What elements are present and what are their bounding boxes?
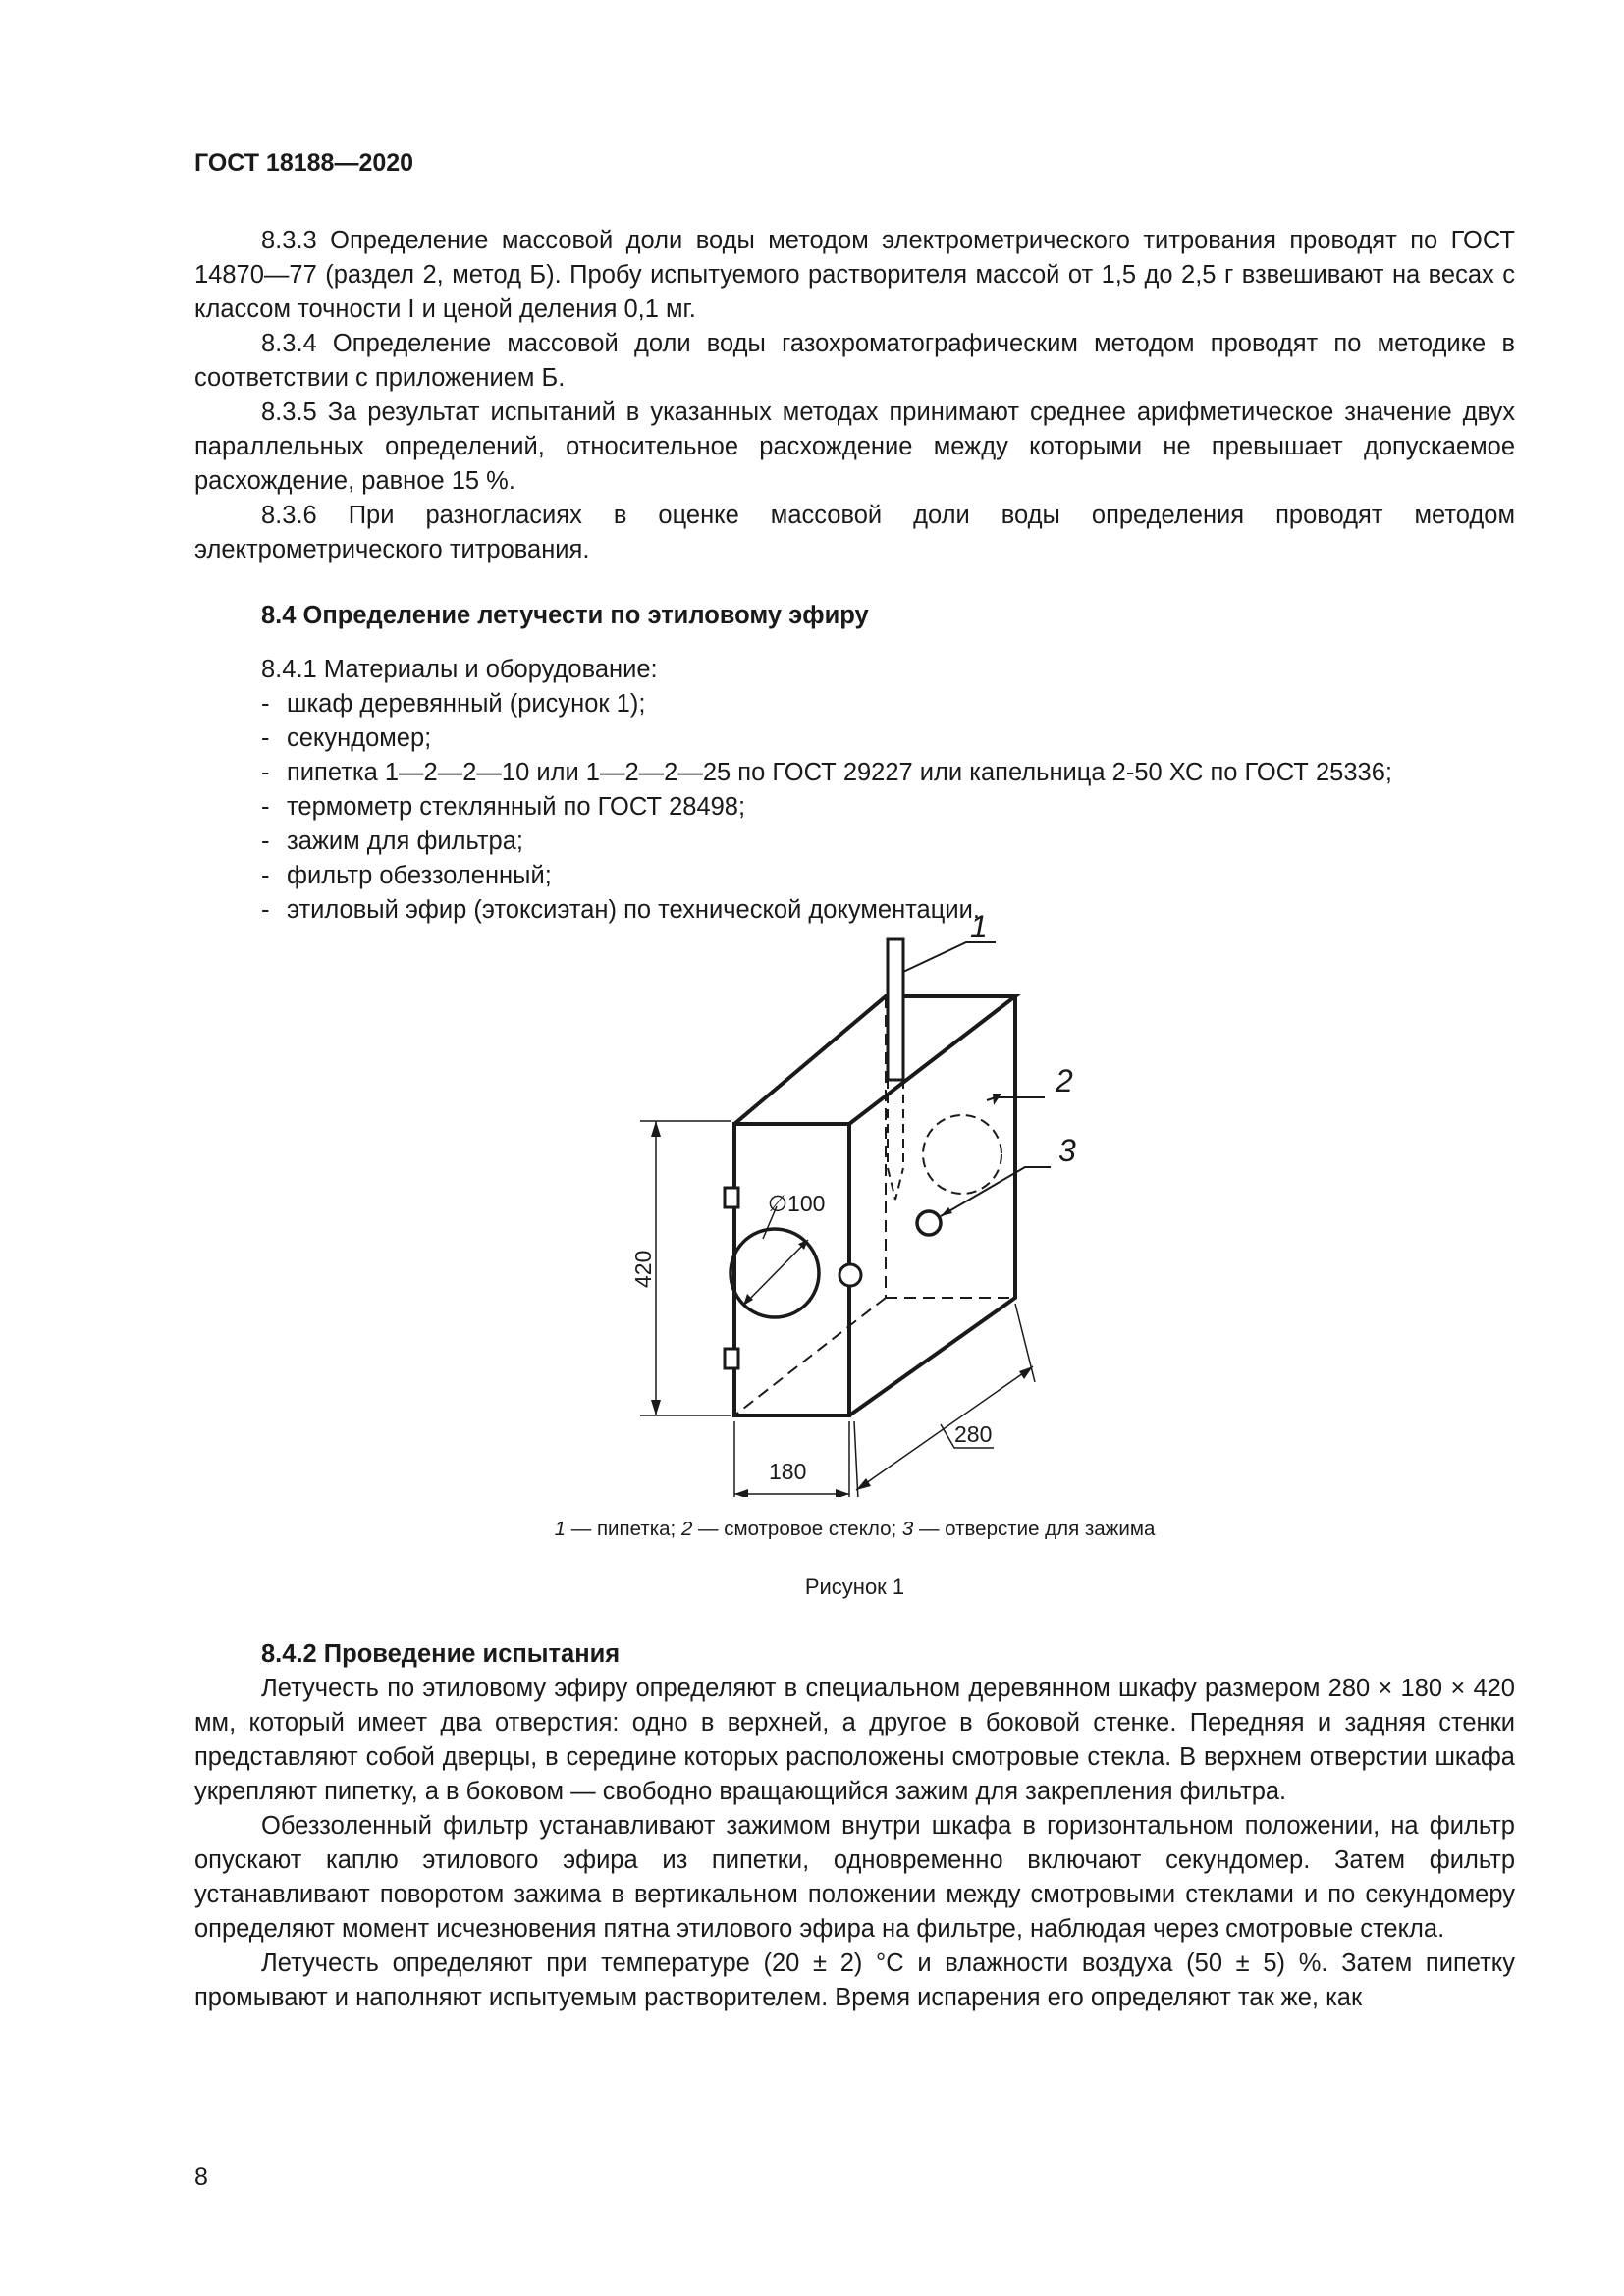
- document-header: ГОСТ 18188—2020: [194, 149, 414, 177]
- pipette-tip: [888, 1080, 903, 1200]
- diameter-arrow: [743, 1294, 753, 1306]
- main-text: [194, 224, 1515, 928]
- list-dash: -: [261, 724, 270, 752]
- dim-height: 420: [630, 1250, 656, 1288]
- callout-leaders: [903, 942, 1051, 1216]
- list-item: [194, 790, 1515, 825]
- list-dash: -: [261, 759, 270, 786]
- list-item-text: термометр стеклянный по ГОСТ 28498;: [287, 793, 746, 821]
- dimension-arrow: [856, 1478, 871, 1490]
- list-item: [194, 825, 1515, 859]
- dimension-arrow: [836, 1489, 849, 1497]
- pipette: [888, 939, 903, 1080]
- legend-number: 3: [901, 1518, 914, 1540]
- list-item-text: фильтр обеззоленный;: [287, 862, 552, 889]
- clamp-hole: [917, 1211, 941, 1235]
- list-dash: -: [261, 828, 270, 855]
- dim-diameter: ∅100: [768, 1191, 826, 1216]
- view-glass-back: [923, 1115, 1001, 1194]
- dimension-arrow: [651, 1121, 661, 1137]
- dim-width: 180: [769, 1459, 807, 1484]
- dimension-arrow: [651, 1400, 661, 1415]
- clamp-hole-front: [839, 1264, 861, 1286]
- list-item-text: этиловый эфир (этоксиэтан) по технической документации.: [287, 896, 980, 924]
- figure-legend: [194, 1518, 1515, 1541]
- page-number: 8: [194, 2163, 208, 2191]
- figure-title: Рисунок 1: [804, 1575, 905, 1599]
- paragraph-procedure: Обеззоленный фильтр устанавливают зажимом внутри шкафа в горизонтальном положении, на фильтр опускают каплю этилового эфира из пипетки, одновременно включают секундомер. Затем фильтр устанавливают поворотом зажима в вертикальном положении между смотровыми стеклами и по секундомеру определяют момент исчезновения пятна этилового эфира на фильтре, наблюдая через смотровые стекла.: [194, 1812, 1515, 1943]
- legend-text: — отверстие для зажима: [913, 1518, 1156, 1540]
- list-item-text: пипетка 1—2—2—10 или 1—2—2—25 по ГОСТ 29227 или капельница 2-50 ХС по ГОСТ 25336;: [287, 759, 1392, 786]
- leader-arrow: [993, 1094, 1001, 1105]
- paragraph-8-3-4: 8.3.4 Определение массовой доли воды газохроматографическим методом проводят по методике в соответствии с приложением Б.: [194, 330, 1515, 392]
- callout-3: 3: [1058, 1133, 1076, 1168]
- callout-1: 1: [970, 909, 988, 944]
- paragraph-8-3-3: 8.3.3 Определение массовой доли воды методом электрометрического титрования проводят по ГОСТ 14870—77 (раздел 2, метод Б). Пробу испытуемого растворителя массой от 1,5 до 2,5 г взвешивают на весах с классом точности I и ценой деления 0,1 мг.: [194, 227, 1515, 323]
- section-heading-8-4-2: 8.4.2 Проведение испытания: [261, 1640, 621, 1668]
- list-item: [194, 687, 1515, 721]
- paragraph-8-3-6: 8.3.6 При разногласиях в оценке массовой доли воды определения проводят методом электрометрического титрования.: [194, 502, 1515, 563]
- dim-depth: 280: [954, 1421, 993, 1447]
- dimension-arrow: [1019, 1366, 1033, 1379]
- paragraph-cabinet: Летучесть по этиловому эфиру определяют в специальном деревянном шкафу размером 280 × 180 × 420 мм, который имеет два отверстия: одно в верхней, а другое в боковой стенке. Передняя и задняя стенки представляют собой дверцы, в середине которых расположены смотровые стекла. В верхнем отверстии шкафа укрепляют пипетку, а в боковом — свободно вращающийся зажим для закрепления фильтра.: [194, 1675, 1515, 1805]
- legend-text: — пипетка;: [566, 1518, 681, 1540]
- list-item-text: зажим для фильтра;: [287, 828, 523, 855]
- list-dash: -: [261, 862, 270, 889]
- list-item-text: секундомер;: [287, 724, 432, 752]
- materials-intro: 8.4.1 Материалы и оборудование:: [261, 656, 658, 683]
- depth-dimension: [854, 1304, 1035, 1497]
- legend-number: 1: [554, 1518, 567, 1540]
- list-dash: -: [261, 793, 270, 821]
- list-item: [194, 859, 1515, 893]
- list-item: [194, 721, 1515, 756]
- list-dash: -: [261, 896, 270, 924]
- list-item-text: шкаф деревянный (рисунок 1);: [287, 690, 646, 718]
- legend-text: — смотровое стекло;: [692, 1518, 902, 1540]
- section-heading-8-4: 8.4 Определение летучести по этиловому эфиру: [261, 602, 869, 629]
- legend-number: 2: [680, 1518, 693, 1540]
- paragraph-8-3-5: 8.3.5 За результат испытаний в указанных методах принимают среднее арифметическое значение двух параллельных определений, относительное расхождение между которыми не превышает допускаемое расхождение, равное 15 %.: [194, 399, 1515, 495]
- dimension-arrow: [734, 1489, 748, 1497]
- diameter-line: [743, 1240, 808, 1306]
- leader-arrow: [941, 1207, 952, 1216]
- cabinet-drawing: [599, 908, 1247, 1497]
- callout-2: 2: [1056, 1063, 1073, 1098]
- paragraph-conditions: Летучесть определяют при температуре (20 ± 2) °С и влажности воздуха (50 ± 5) %. Затем пипетку промывают и наполняют испытуемым растворителем. Время испарения его определяют так же, как: [194, 1949, 1515, 2011]
- section-8-4-2: [194, 1637, 1515, 2015]
- list-dash: -: [261, 690, 270, 718]
- list-item: [194, 756, 1515, 790]
